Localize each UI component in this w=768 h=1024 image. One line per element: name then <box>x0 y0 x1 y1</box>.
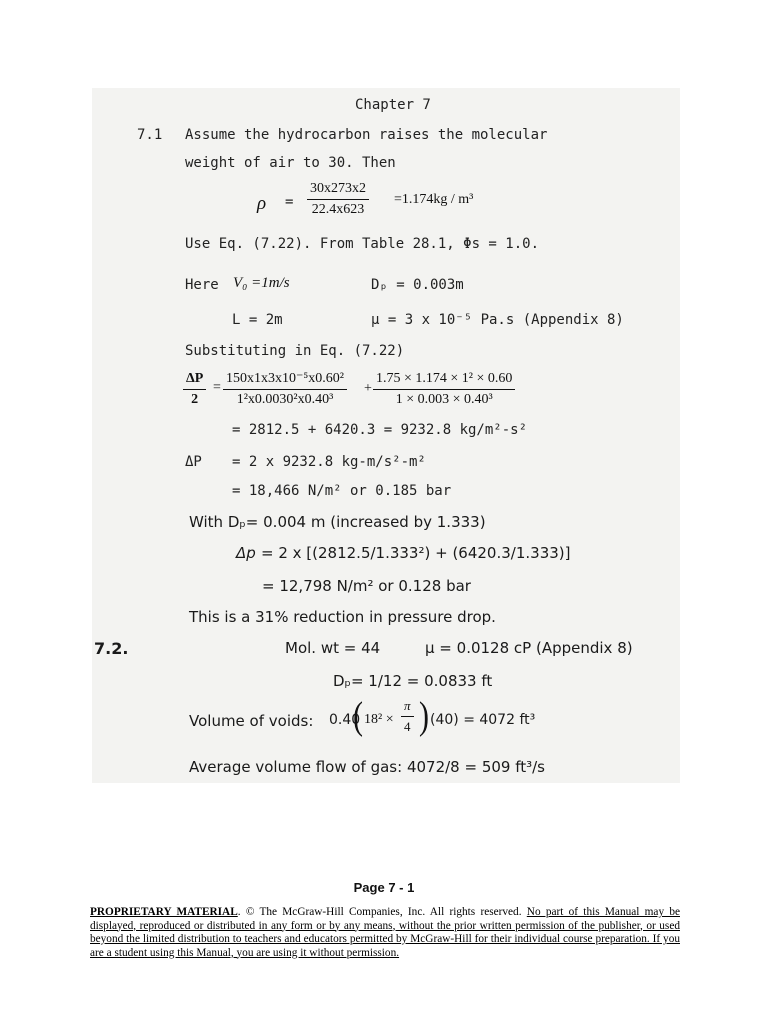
viscosity-cp: μ = 0.0128 cP (Appendix 8) <box>425 639 633 657</box>
here-label: Here <box>185 277 219 293</box>
voids-coefficient: 0.40 <box>329 712 361 728</box>
pressure-result: = 12,798 N/m² or 0.128 bar <box>262 577 471 595</box>
delta-p-over-2 <box>183 370 206 409</box>
delta-p-denominator: 2 <box>191 392 199 407</box>
delta-p-numerator: ΔP <box>183 370 206 390</box>
density-denominator: 22.4x623 <box>311 202 365 217</box>
viscous-term-fraction <box>223 370 347 409</box>
proprietary-label: PROPRIETARY MATERIAL <box>90 906 238 918</box>
inertial-term-denominator: 1 × 0.003 × 0.40³ <box>395 392 493 407</box>
viscous-term-denominator: 1²x0.0030²x0.40³ <box>236 392 334 407</box>
problem-number-7-2: 7.2. <box>94 639 129 658</box>
problem-7-1-text-line1: Assume the hydrocarbon raises the molecular <box>185 127 548 143</box>
problem-7-1-text-line2: weight of air to 30. Then <box>185 155 396 171</box>
reduction-line: This is a 31% reduction in pressure drop. <box>189 608 496 626</box>
density-numerator: 30x273x2 <box>307 180 369 200</box>
viscous-term-numerator: 150x1x3x10⁻⁵x0.60² <box>223 370 347 390</box>
delta-p-label: ΔP <box>185 454 202 470</box>
substituting-line: Substituting in Eq. (7.22) <box>185 343 405 359</box>
particle-diameter-ft: Dₚ= 1/12 = 0.0833 ft <box>333 672 493 690</box>
inertial-term-fraction <box>373 370 515 409</box>
plus-sign: + <box>364 381 372 396</box>
ergun-equals: = <box>213 380 221 395</box>
delta-p2-label: Δp <box>236 544 256 562</box>
permission-notice: No part of this Manual may be displayed, reproduced or distributed in any form or by any means, without the prior written permission of the publisher, or used beyond the limited distribution to teachers and educators permitted by McGraw-Hill for their individual course preparation. If you are a student using this Manual, you are using it without permission. <box>90 906 680 959</box>
density-result: =1.174kg / m³ <box>394 192 474 207</box>
mol-wt: Mol. wt = 44 <box>285 639 381 657</box>
delta-p-line1: = 2 x 9232.8 kg-m/s²-m² <box>232 454 426 470</box>
with-dp-line: With Dₚ= 0.004 m (increased by 1.333) <box>189 513 486 531</box>
pi-denominator: 4 <box>404 719 411 734</box>
delta-p-line2: = 18,466 N/m² or 0.185 bar <box>232 483 452 499</box>
copyright-text: . © The McGraw-Hill Companies, Inc. All rights reserved. <box>237 906 527 918</box>
velocity-value: V₀ =1m/s <box>233 275 290 291</box>
inertial-term-numerator: 1.75 × 1.174 × 1² × 0.60 <box>373 370 515 390</box>
pi-over-4 <box>401 697 414 736</box>
delta-p2-expression: = 2 x [(2812.5/1.333²) + (6420.3/1.333)] <box>261 544 571 562</box>
equals-sign: = <box>285 194 294 210</box>
voids-paren-open: ( <box>353 694 363 738</box>
problem-number-7-1: 7.1 <box>137 127 163 143</box>
voids-term: 18² × <box>364 712 394 727</box>
length-value: L = 2m <box>232 312 283 328</box>
pi-numerator: π <box>401 697 414 717</box>
page-number: Page 7 - 1 <box>353 880 415 895</box>
viscosity-value: μ = 3 x 10⁻⁵ Pa.s (Appendix 8) <box>371 312 624 328</box>
particle-diameter: Dₚ = 0.003m <box>371 277 464 293</box>
rho-symbol: ρ <box>257 193 267 214</box>
voids-label: Volume of voids: <box>189 712 314 730</box>
voids-paren-close: ) <box>419 694 429 738</box>
density-fraction <box>307 180 369 219</box>
voids-result: (40) = 4072 ft³ <box>430 712 536 728</box>
use-eq-line: Use Eq. (7.22). From Table 28.1, Φs = 1.0. <box>185 236 540 252</box>
sum-line: = 2812.5 + 6420.3 = 9232.8 kg/m²-s² <box>232 422 528 438</box>
average-volume-flow: Average volume flow of gas: 4072/8 = 509 ft³/s <box>189 758 545 776</box>
chapter-heading: Chapter 7 <box>355 97 431 113</box>
proprietary-notice <box>90 906 680 960</box>
